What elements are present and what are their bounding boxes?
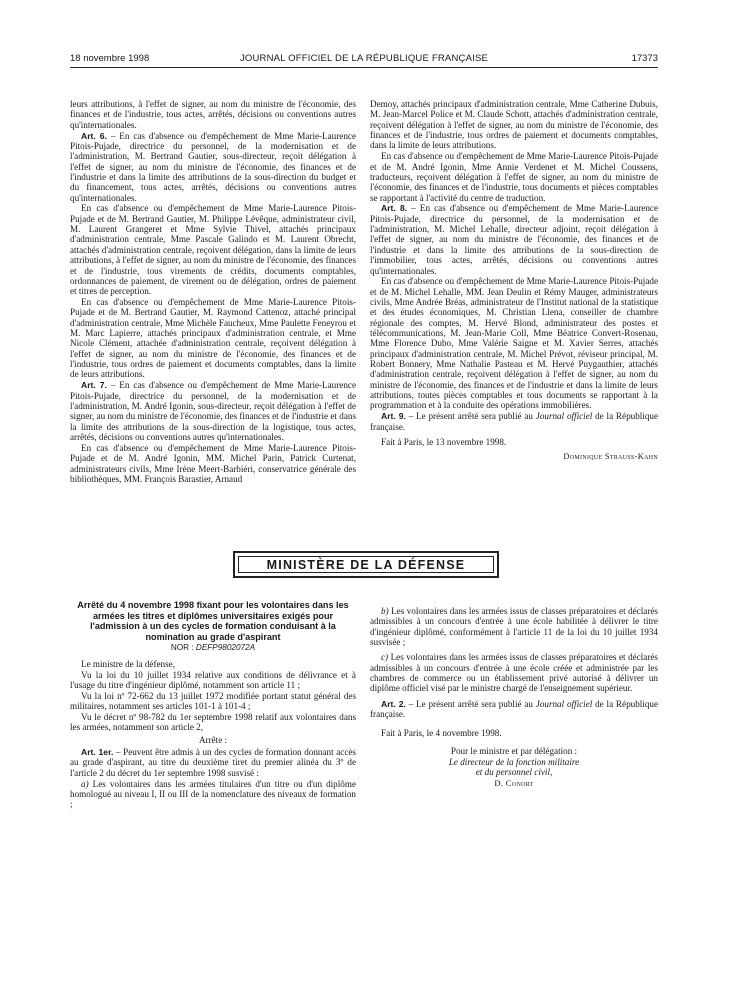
paragraph: Vu la loi du 10 juillet 1934 relative aux conditions de délivrance et à l'usage du titre d'ingénieur diplômé, notamment son article 11 ; (70, 669, 356, 690)
column-left-bottom (70, 600, 356, 810)
item-letter: c) (381, 652, 389, 663)
journal-officiel-italic: Journal officiel (535, 411, 593, 422)
article-label: Art. 2. (381, 698, 406, 709)
article-label: Art. 1er. (81, 746, 114, 757)
header-date: 18 novembre 1998 (70, 53, 150, 64)
decree-title: Arrêté du 4 novembre 1998 fixant pour les volontaires dans les armées les titres et diplômes universitaires exigés pour l'admission à un des cycles de formation conduisant à la nomination au grade d'aspirant (77, 600, 349, 642)
article-9 (370, 411, 658, 432)
article-text: de la République française. (370, 698, 658, 720)
paragraph: En cas d'absence ou d'empêchement de Mme Marie-Laurence Pitois-Pujade et de M. Michel Lehalle, MM. Jean Deulin et Rémy Mauger, administrateurs civils, Mme Andrée Bréas, administrateur de l'Institut national de la statistique et des études économiques, M. Christian Llena, conseiller de chambre régionale des comptes, M. Hervé Blond, administrateur des postes et télécommunications, M. Jean-Marie Coll, Mme Béatrice Convert-Rosenau, Mme Florence Dubo, Mme Valérie Saigne et M. Xavier Serres, attachés principaux d'administration centrale, M. Michel Prévot, réviseur principal, M. Robert Bonnery, Mme Nathalie Pasteau et M. Hervé Puygauthier, attachés d'administration centrale, reçoivent délégation à l'effet de signer, au nom du ministre de l'économie, des finances et de l'industrie et dans la limite de leurs attributions, toutes pièces comptables et tous documents se rapportant à la programmation et à la conduite des opérations immobilières. (370, 276, 658, 411)
signature: D. Conort (494, 778, 534, 789)
header-rule (70, 67, 658, 68)
journal-officiel-italic: Journal officiel (535, 698, 593, 709)
ministry-heading-box (233, 551, 499, 578)
paragraph: En cas d'absence ou d'empêchement de Mme Marie-Laurence Pitois-Pujade et de M. Bertrand Gautier, M. Philippe Lévêque, administrateur civil, M. Laurent Grangeret et Mme Sylvie Thivel, attachés principaux d'administration centrale, Mme Pascale Galindo et M. Laurent Obrecht, attachés d'administration centrale, reçoivent délégation, dans la limite de leurs attributions, à l'effet de signer, au nom du ministre de l'économie, des finances et de l'industrie, tous virements de crédits, documents comptables, ordonnances de paiement, de virement ou de délégation, ordres de paiement et titres de perception. (70, 203, 356, 297)
signature: Dominique Strauss-Kahn (563, 452, 658, 462)
article-2 (370, 699, 658, 720)
paragraph: Vu la loi nº 72-662 du 13 juillet 1972 modifiée portant statut général des militaires, notamment ses articles 101-1 à 101-4 ; (70, 690, 356, 712)
item-c (370, 652, 658, 693)
article-label: Art. 6. (81, 130, 107, 141)
arrete-heading: Arrête : (198, 734, 228, 745)
item-text: Les volontaires dans les armées titulaires d'un titre ou d'un diplôme homologué au niveau I, II ou III de la nomenclature des niveaux de formation ; (70, 778, 356, 810)
nor-reference (70, 643, 356, 653)
paragraph: Demoy, attachés principaux d'administration centrale, Mme Catherine Dubuis, M. Jean-Marcel Police et M. Claude Schott, attachés d'administration centrale, reçoivent délégation à l'effet de signer, au nom du ministre de l'économie, des finances et de l'industrie, tous ordres de paiement et documents comptables, dans la limite de leurs attributions. (370, 99, 658, 151)
paragraph: En cas d'absence ou d'empêchement de Mme Marie-Laurence Pitois-Pujade et de M. André Igonin, MM. Michel Parin, Patrick Curtenat, administrateurs civils, Mme Irène Meert-Barbiéri, conservatrice générale des bibliothèques, MM. François Barastier, Arnaud (70, 442, 356, 484)
paragraph: En cas d'absence ou d'empêchement de Mme Marie-Laurence Pitois-Pujade et de M. André Igonin, Mme Annie Verdenet et M. Michel Coussens, traducteurs, reçoivent délégation à l'effet de signer, au nom du ministre de l'économie, des finances et de l'industrie, tous documents et pièces comptables se rapportant à l'activité du centre de traduction. (370, 151, 658, 203)
article-text: de la République française. (370, 411, 658, 432)
article-text: – Le présent arrêté sera publié au (405, 411, 536, 422)
delegation-line: Pour le ministre et par délégation : (450, 745, 578, 756)
paragraph: En cas d'absence ou d'empêchement de Mme Marie-Laurence Pitois-Pujade et de M. Bertrand Gautier, M. Raymond Cattenoz, attaché principal d'administration centrale, Mme Michèle Faucheux, Mme Paulette Feneyrou et M. Marc Lapierre, attachés principaux d'administration centrale, et Mme Nicole Clément, attachée d'administration centrale, reçoivent délégation à l'effet de signer, au nom du ministre de l'économie, des finances et de l'industrie, tous ordres de paiement et documents comptables, dans la limite de leurs attributions. (70, 297, 356, 380)
header-page-number: 17373 (631, 53, 658, 64)
paragraph: Vu le décret nº 98-782 du 1er septembre 1998 relatif aux volontaires dans les armées, notamment son article 2, (70, 711, 356, 733)
article-text: – En cas d'absence ou d'empêchement de Mme Marie-Laurence Pitois-Pujade, directrice du personnel, de la modernisation et de l'administration, M. André Igonin, sous-directeur, reçoit délégation à l'effet de signer, au nom du ministre de l'économie, des finances et de l'industrie et dans la limite des attributions de la sous-direction de la logistique, tous actes, arrêtés, décisions ou conventions autres qu'internationales. (70, 380, 357, 442)
nor-label: NOR : (170, 643, 196, 653)
item-b (370, 606, 658, 647)
article-label: Art. 8. (381, 203, 408, 214)
article-text: – En cas d'absence ou d'empêchement de Mme Marie-Laurence Pitois-Pujade, directrice du personnel, de la modernisation et de l'administration, M. Bertrand Gautier, sous-directeur, reçoit délégation à l'effet de signer, au nom du ministre de l'économie, des finances et de l'industrie et dans la limite des attributions de la sous-direction du budget et du financement, tous actes, arrêtés, décisions ou conventions autres qu'internationales. (70, 130, 357, 203)
paragraph: leurs attributions, à l'effet de signer, au nom du ministre de l'économie, des finances et de l'industrie, tous actes, arrêtés, décisions ou conventions autres qu'internationales. (70, 99, 356, 130)
article-7 (70, 380, 356, 442)
signatory-title-1: Le directeur de la fonction militaire (448, 756, 580, 767)
signatory-title (370, 757, 658, 767)
paragraph: Le ministre de la défense, (81, 658, 175, 669)
nor-code: DEFP9802072A (195, 643, 256, 653)
item-text: Les volontaires dans les armées issus de classes préparatoires et déclarés admissibles à un concours d'entrée à une école habilitée à délivrer le titre d'ingénieur diplômé, conformément à l'article 11 de la loi du 10 juillet 1934 susvisée ; (370, 606, 658, 648)
article-label: Art. 9. (381, 411, 406, 422)
done-at: Fait à Paris, le 4 novembre 1998. (381, 728, 502, 739)
signatory-title-2: et du personnel civil, (475, 767, 553, 778)
column-right-top (370, 99, 658, 463)
signatory-title (370, 767, 658, 777)
done-at: Fait à Paris, le 13 novembre 1998. (381, 437, 507, 447)
article-text: – Le présent arrêté sera publié au (405, 698, 536, 709)
ministry-heading: MINISTÈRE DE LA DÉFENSE (238, 556, 494, 573)
header-journal-title: JOURNAL OFFICIEL DE LA RÉPUBLIQUE FRANÇAISE (239, 53, 489, 64)
item-letter: b) (381, 606, 389, 616)
article-1 (70, 747, 356, 778)
column-left-top (70, 99, 356, 485)
column-right-bottom (370, 606, 658, 789)
article-8 (370, 203, 658, 275)
article-text: – Peuvent être admis à un des cycles de formation donnant accès au grade d'aspirant, au titre du deuxième tiret du premier alinéa du 3º de l'article 2 du décret du 1er septembre 1998 susvisé : (70, 746, 356, 778)
article-6 (70, 131, 356, 203)
item-text: Les volontaires dans les armées issus de classes préparatoires et déclarés admissibles à un concours d'entrée à une école créée et administrée par les chambres de commerce ou un établissement privé autorisé à délivrer un diplôme officiel visé par le ministre chargé de l'enseignement supérieur. (370, 652, 658, 694)
page-header (70, 53, 658, 67)
item-a (70, 779, 356, 810)
item-letter: a) (81, 778, 89, 789)
article-label: Art. 7. (81, 380, 107, 391)
article-text: – En cas d'absence ou d'empêchement de Mme Marie-Laurence Pitois-Pujade, directrice du personnel, de la modernisation et de l'administration, M. Michel Lehalle, directeur adjoint, reçoit délégation à l'effet de signer, au nom du ministre de l'économie, des finances et de l'industrie et dans la limite des attributions de la sous-direction de l'immobilier, tous actes, arrêtés, décisions ou conventions autres qu'internationales. (370, 203, 659, 276)
